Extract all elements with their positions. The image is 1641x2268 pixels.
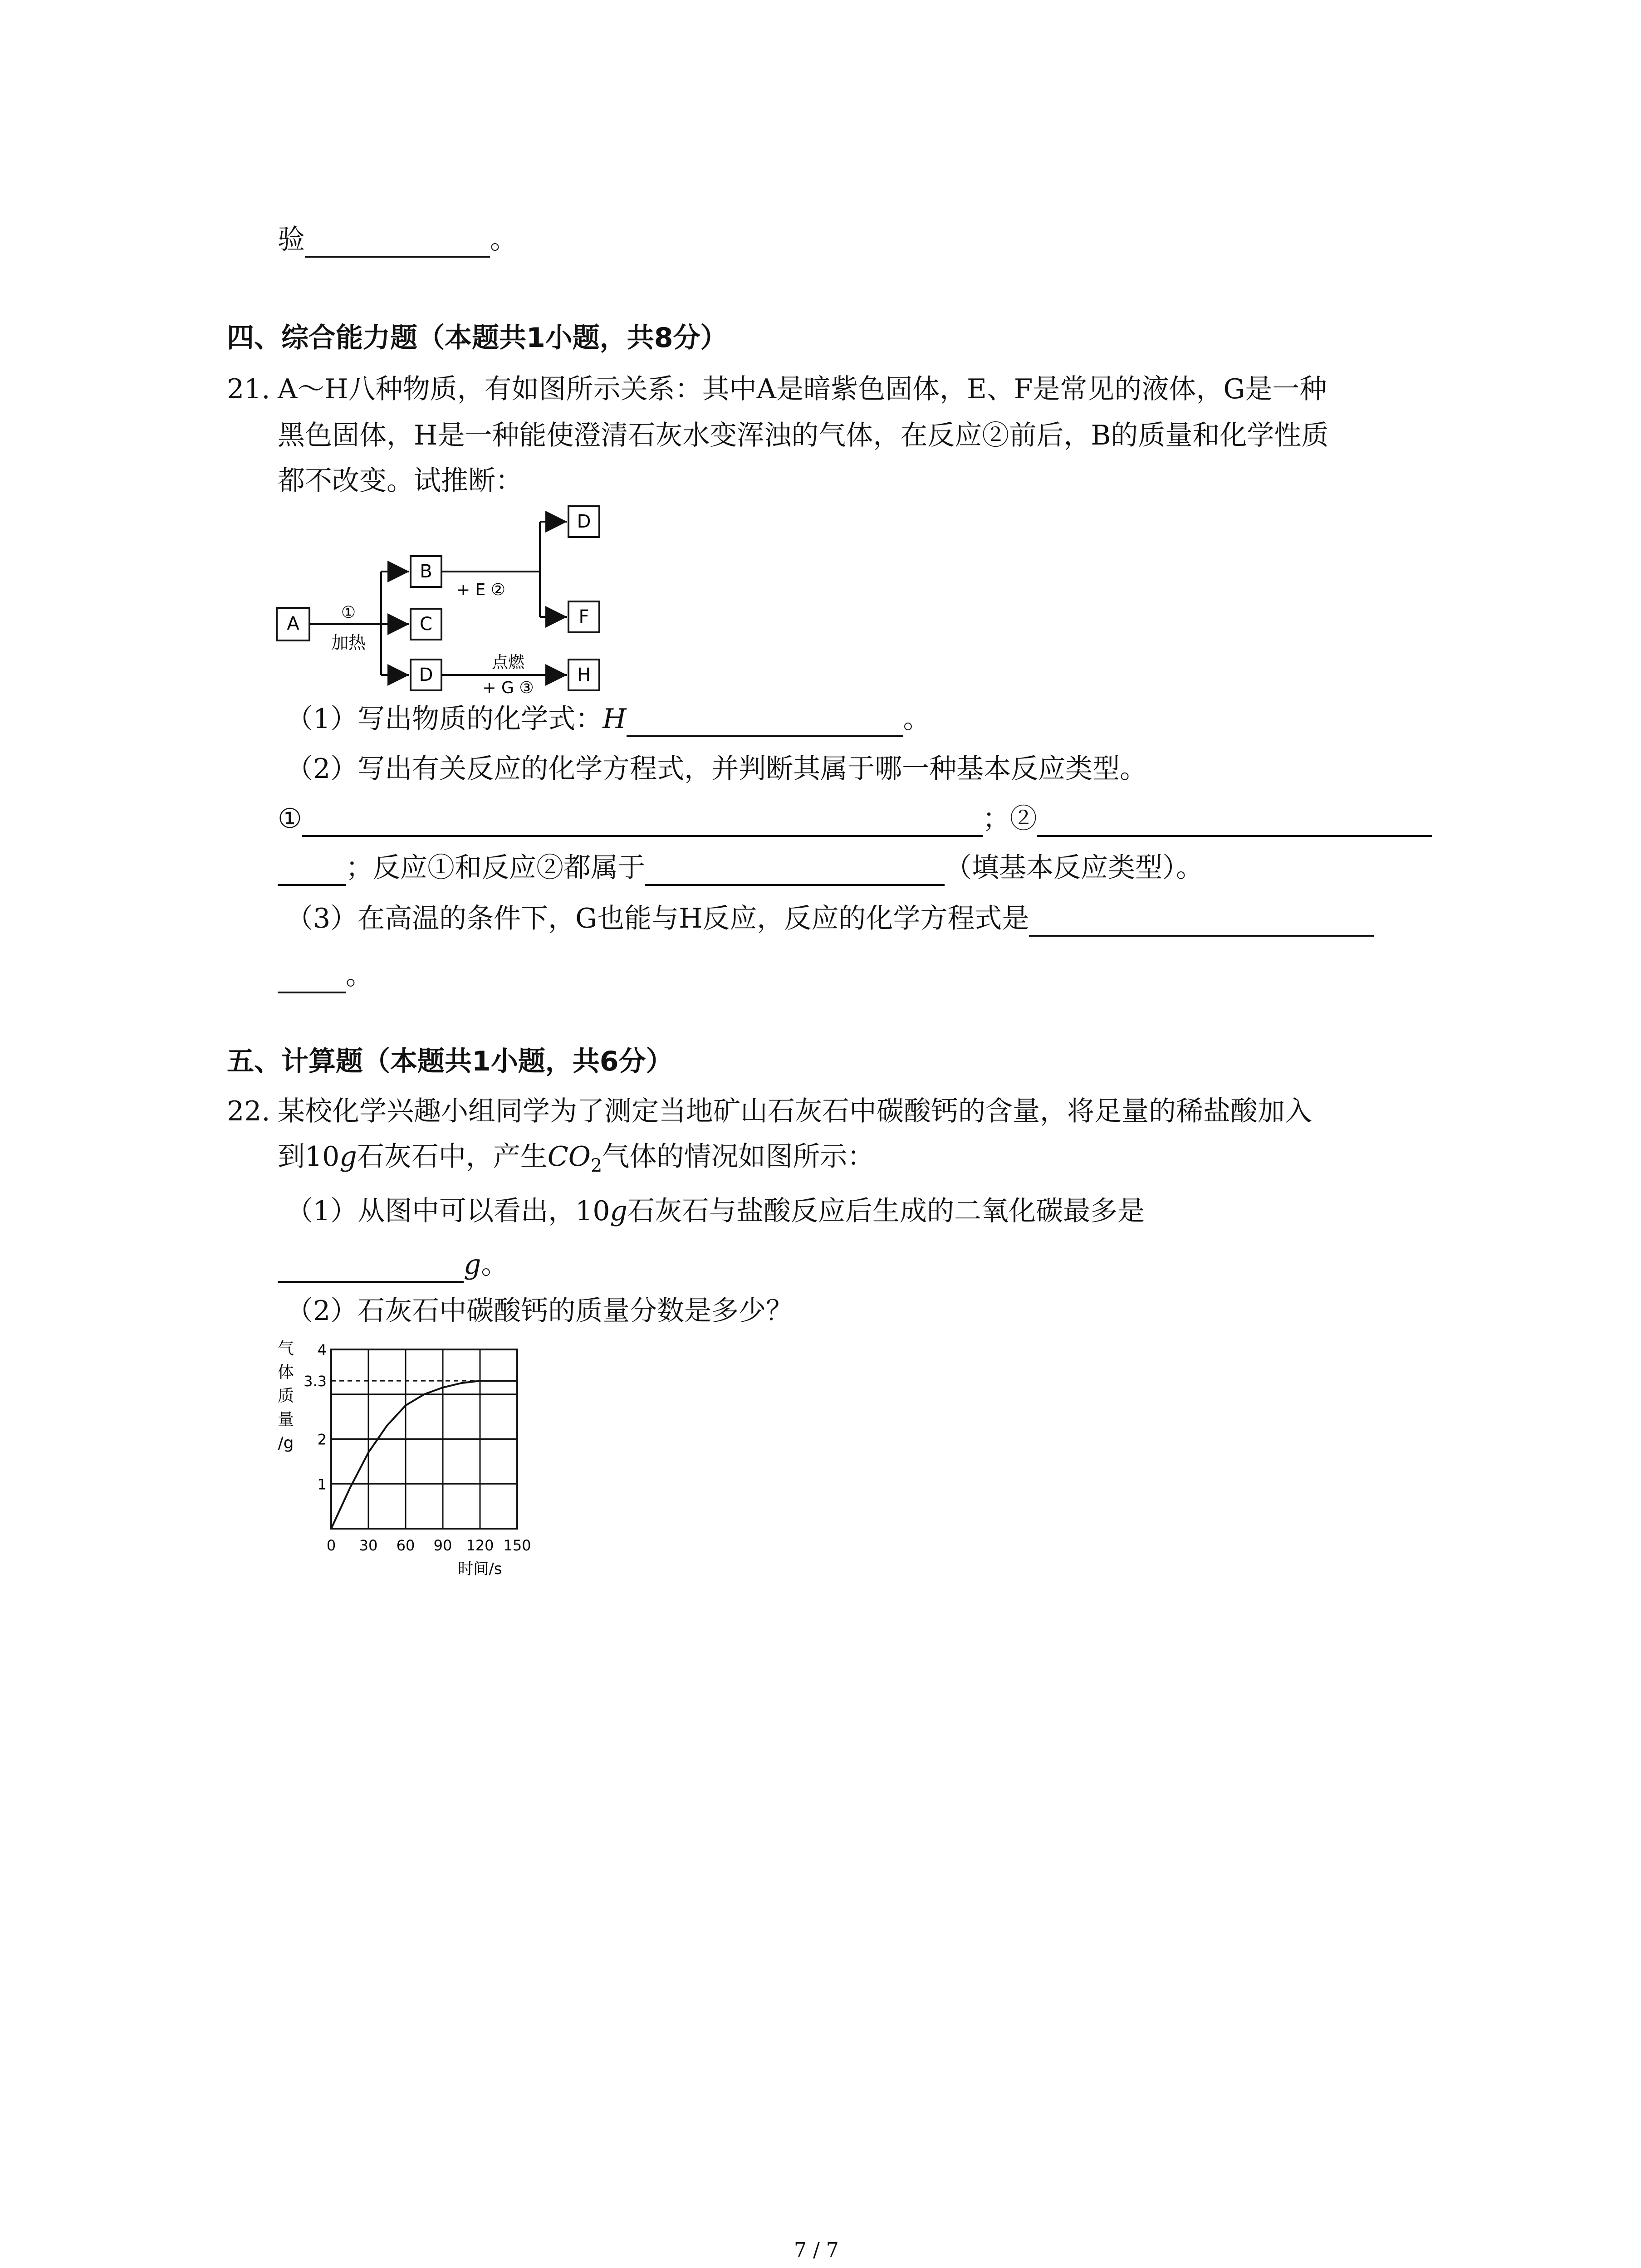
chart-x-tick-label: 120 bbox=[466, 1537, 494, 1554]
q22-part1-answer: g。 bbox=[278, 1246, 508, 1283]
top-end: 。 bbox=[490, 224, 517, 255]
q21-eq2-blank-cont[interactable] bbox=[278, 856, 346, 886]
q21-eq1-blank[interactable] bbox=[302, 807, 983, 837]
chart-y-label-char: 质 bbox=[277, 1387, 294, 1405]
q21-p1-blank[interactable] bbox=[627, 707, 903, 737]
chart-y-tick-label: 3.3 bbox=[304, 1373, 327, 1390]
section4-heading: 四、综合能力题（本题共1小题，共8分） bbox=[227, 322, 728, 354]
q21-number: 21. bbox=[227, 373, 270, 405]
chart-grid bbox=[331, 1349, 517, 1529]
top-line bbox=[278, 221, 517, 258]
box-d-lower-label: D bbox=[419, 665, 433, 685]
q22-line2: 到10g石灰石中，产生$CO_2$气体的情况如图所示： bbox=[278, 1141, 875, 1176]
q21-part2-line2: ；反应①和反应②都属于 （填基本反应类型）。 bbox=[278, 850, 1203, 886]
box-b-label: B bbox=[420, 561, 432, 582]
q21-part3: （3）在高温的条件下，G也能与H反应，反应的化学方程式是 bbox=[286, 900, 1374, 937]
q21-eq3-blank-cont[interactable] bbox=[278, 963, 346, 993]
chart-series-line bbox=[331, 1381, 517, 1529]
chart-x-ticks bbox=[327, 1537, 531, 1554]
box-h-label: H bbox=[577, 665, 591, 685]
q21-type-blank[interactable] bbox=[645, 856, 945, 886]
q21-line2: 黑色固体，H是一种能使澄清石灰水变浑浊的气体，在反应②前后，B的质量和化学性质 bbox=[278, 420, 1329, 451]
chart-x-tick-label: 150 bbox=[503, 1537, 531, 1554]
q21-eq3-blank[interactable] bbox=[1029, 907, 1374, 937]
chart-y-label-char: /g bbox=[278, 1434, 294, 1452]
page-number: 7 / 7 bbox=[794, 2239, 839, 2262]
r2-label: + E ② bbox=[456, 581, 506, 599]
q22-part1: （1）从图中可以看出，10g石灰石与盐酸反应后生成的二氧化碳最多是 bbox=[286, 1195, 1145, 1227]
section5-heading: 五、计算题（本题共1小题，共6分） bbox=[227, 1046, 673, 1077]
chart-x-tick-label: 90 bbox=[433, 1537, 452, 1554]
box-c-label: C bbox=[420, 614, 432, 635]
r1-bottom-label: 加热 bbox=[331, 633, 366, 653]
q22-number: 22. bbox=[227, 1095, 270, 1127]
chart-y-tick-label: 2 bbox=[317, 1431, 327, 1448]
q21-part3-line2: 。 bbox=[278, 957, 373, 993]
box-f-label: F bbox=[578, 606, 589, 627]
q21-part1: （1）写出物质的化学式：H 。 bbox=[286, 701, 931, 737]
top-blank[interactable] bbox=[305, 228, 490, 258]
chart-x-label: 时间/s bbox=[458, 1560, 502, 1578]
chart-y-label bbox=[278, 1339, 294, 1452]
chart-y-label-char: 体 bbox=[277, 1363, 294, 1382]
q21-part2: （2）写出有关反应的化学方程式，并判断其属于哪一种基本反应类型。 bbox=[286, 753, 1147, 785]
q22-line1: 某校化学兴趣小组同学为了测定当地矿山石灰石中碳酸钙的含量，将足量的稀盐酸加入 bbox=[278, 1095, 1312, 1127]
reaction-diagram bbox=[272, 503, 617, 699]
chart-y-label-char: 量 bbox=[277, 1410, 294, 1429]
box-a-label: A bbox=[287, 613, 299, 634]
chart-x-tick-label: 0 bbox=[326, 1537, 336, 1554]
q22-p1-blank[interactable] bbox=[278, 1253, 464, 1283]
r3-top-label: 点燃 bbox=[491, 653, 525, 672]
r1-top-label: ① bbox=[341, 603, 356, 622]
chart-x-tick-label: 60 bbox=[396, 1537, 415, 1554]
q22-part2: （2）石灰石中碳酸钙的质量分数是多少？ bbox=[286, 1295, 794, 1327]
chart-x-tick-label: 30 bbox=[359, 1537, 378, 1554]
chart-y-tick-label: 1 bbox=[317, 1476, 327, 1493]
box-d-upper-label: D bbox=[577, 511, 591, 532]
r3-bottom-label: + G ③ bbox=[482, 679, 534, 697]
q21-line1: A～H八种物质，有如图所示关系：其中A是暗紫色固体，E、F是常见的液体，G是一种 bbox=[278, 373, 1327, 405]
q21-line3: 都不改变。试推断： bbox=[278, 465, 523, 497]
chart-y-ticks bbox=[304, 1341, 327, 1493]
q21-eq2-blank[interactable] bbox=[1037, 807, 1432, 837]
top-text: 验 bbox=[278, 224, 305, 255]
q21-part2-line1: ① ；② bbox=[278, 801, 1432, 837]
chart-y-label-char: 气 bbox=[277, 1339, 294, 1358]
chart-y-tick-label: 4 bbox=[317, 1341, 327, 1359]
co2-chart bbox=[272, 1331, 563, 1585]
